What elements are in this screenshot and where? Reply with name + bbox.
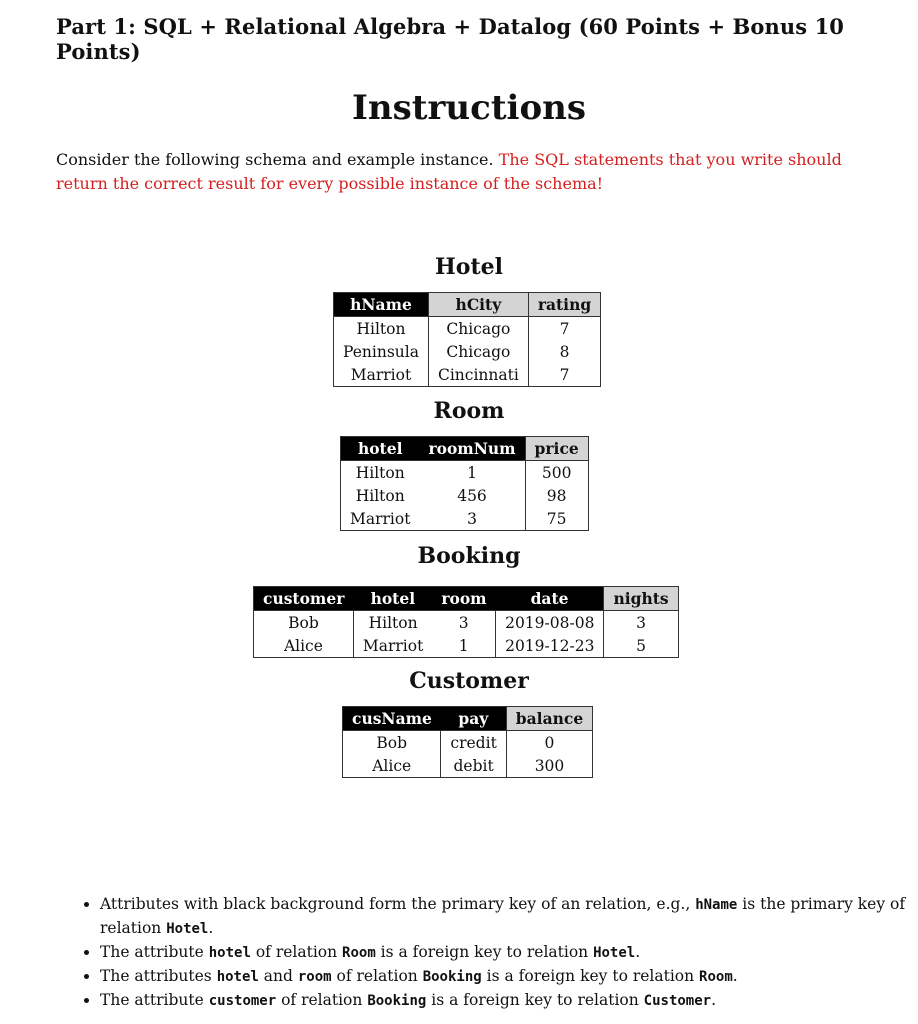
table-cell: 1: [467, 463, 477, 482]
table-row: [334, 363, 601, 387]
table-cell: 98: [525, 484, 588, 507]
note-text: is a foreign key to relation: [375, 943, 594, 961]
column-header: balance: [506, 707, 592, 731]
column-header: nights: [604, 587, 678, 611]
room-table: [340, 436, 589, 531]
column-header: room: [432, 587, 495, 611]
intro-warning: The SQL statements that you write should return the correct result for every possible instance of the schema!: [56, 150, 842, 193]
note-text: The attribute: [100, 991, 209, 1009]
table-cell: 7: [528, 317, 600, 341]
note-text: is a foreign key to relation: [481, 967, 700, 985]
column-header: price: [525, 437, 588, 461]
table-cell: 75: [525, 507, 588, 531]
table-cell: Marriot: [350, 365, 412, 384]
table-cell: Hilton: [353, 611, 432, 635]
column-header: date: [496, 587, 604, 611]
table-row: [341, 507, 589, 531]
table-cell: Cincinnati: [428, 363, 528, 387]
note-text: of relation: [276, 991, 368, 1009]
list-item: [100, 965, 910, 989]
table-cell: 3: [467, 509, 477, 528]
table-cell: 3: [458, 613, 469, 632]
table-cell: Chicago: [428, 340, 528, 363]
column-header: rating: [528, 293, 600, 317]
customer-title: Customer: [409, 668, 529, 694]
note-text: is a foreign key to relation: [426, 991, 644, 1009]
table-cell: Hilton: [356, 319, 406, 338]
table-cell: 0: [506, 731, 592, 755]
table-cell: Peninsula: [343, 342, 419, 361]
table-row: [343, 731, 593, 755]
table-cell: Bob: [288, 613, 319, 632]
part-title: Part 1: SQL + Relational Algebra + Datalog (60 Points + Bonus 10 Points): [56, 14, 845, 64]
intro-text: Consider the following schema and example instance.: [56, 150, 494, 169]
table-row: [334, 317, 601, 341]
note-text: is the primary key of relation: [100, 895, 906, 937]
note-code: Room: [699, 969, 733, 985]
note-code: room: [297, 969, 332, 985]
table-cell: 456: [457, 486, 487, 505]
note-text: of relation: [250, 943, 343, 961]
table-cell: Marriot: [350, 509, 411, 528]
note-text: of relation: [331, 967, 423, 985]
column-header: cusName: [343, 707, 441, 731]
table-cell: 300: [506, 754, 592, 778]
table-cell: 1: [458, 636, 469, 655]
table-row: [334, 340, 601, 363]
table-cell: 8: [528, 340, 600, 363]
table-cell: 2019-08-08: [496, 611, 604, 635]
table-row: [254, 634, 679, 658]
column-header: hName: [334, 293, 429, 317]
note-text: Attributes with black background form the primary key of an relation, e.g.,: [100, 895, 696, 913]
table-cell: 7: [528, 363, 600, 387]
table-cell: Chicago: [428, 317, 528, 341]
table-cell: 2019-12-23: [496, 634, 604, 658]
column-header: hCity: [428, 293, 528, 317]
note-text: .: [711, 991, 717, 1009]
note-code: Room: [342, 945, 376, 961]
table-cell: 3: [604, 611, 678, 635]
table-cell: Alice: [283, 636, 323, 655]
table-cell: Hilton: [355, 463, 405, 482]
table-header-row: [334, 293, 601, 317]
note-text: and: [258, 967, 298, 985]
table-header-row: [343, 707, 593, 731]
table-row: [341, 484, 589, 507]
customer-table: [342, 706, 593, 778]
room-title: Room: [433, 398, 505, 424]
table-cell: Alice: [372, 756, 412, 775]
note-code: hotel: [208, 945, 251, 961]
hotel-table: [333, 292, 601, 387]
note-code: Booking: [422, 969, 482, 985]
table-row: [254, 611, 679, 635]
note-text: .: [635, 943, 641, 961]
booking-title: Booking: [417, 543, 521, 569]
column-header: hotel: [341, 437, 420, 461]
note-code: customer: [208, 993, 277, 1009]
note-text: The attribute: [100, 943, 209, 961]
list-item: [100, 941, 910, 965]
table-cell: Marriot: [353, 634, 432, 658]
table-cell: 5: [604, 634, 678, 658]
note-code: hotel: [216, 969, 259, 985]
instructions-heading: Instructions: [352, 88, 586, 128]
table-cell: Hilton: [355, 486, 405, 505]
table-header-row: [341, 437, 589, 461]
note-text: The attributes: [100, 967, 217, 985]
note-code: hName: [695, 897, 738, 913]
table-cell: Bob: [376, 733, 408, 752]
note-text: .: [208, 919, 214, 937]
list-item: [100, 989, 910, 1013]
column-header: hotel: [353, 587, 432, 611]
column-header: roomNum: [419, 437, 525, 461]
note-code: Booking: [367, 993, 427, 1009]
list-item: [100, 893, 910, 941]
notes-list: [80, 893, 910, 1013]
table-cell: credit: [441, 731, 506, 755]
hotel-title: Hotel: [435, 254, 503, 280]
table-header-row: [254, 587, 679, 611]
intro-paragraph: [56, 148, 896, 196]
column-header: pay: [441, 707, 506, 731]
table-row: [343, 754, 593, 778]
booking-table: [253, 586, 679, 658]
note-code: Hotel: [166, 921, 209, 937]
table-cell: debit: [441, 754, 506, 778]
table-row: [341, 461, 589, 485]
note-text: .: [732, 967, 738, 985]
note-code: Hotel: [593, 945, 636, 961]
column-header: customer: [254, 587, 354, 611]
note-code: Customer: [643, 993, 712, 1009]
table-cell: 500: [525, 461, 588, 485]
